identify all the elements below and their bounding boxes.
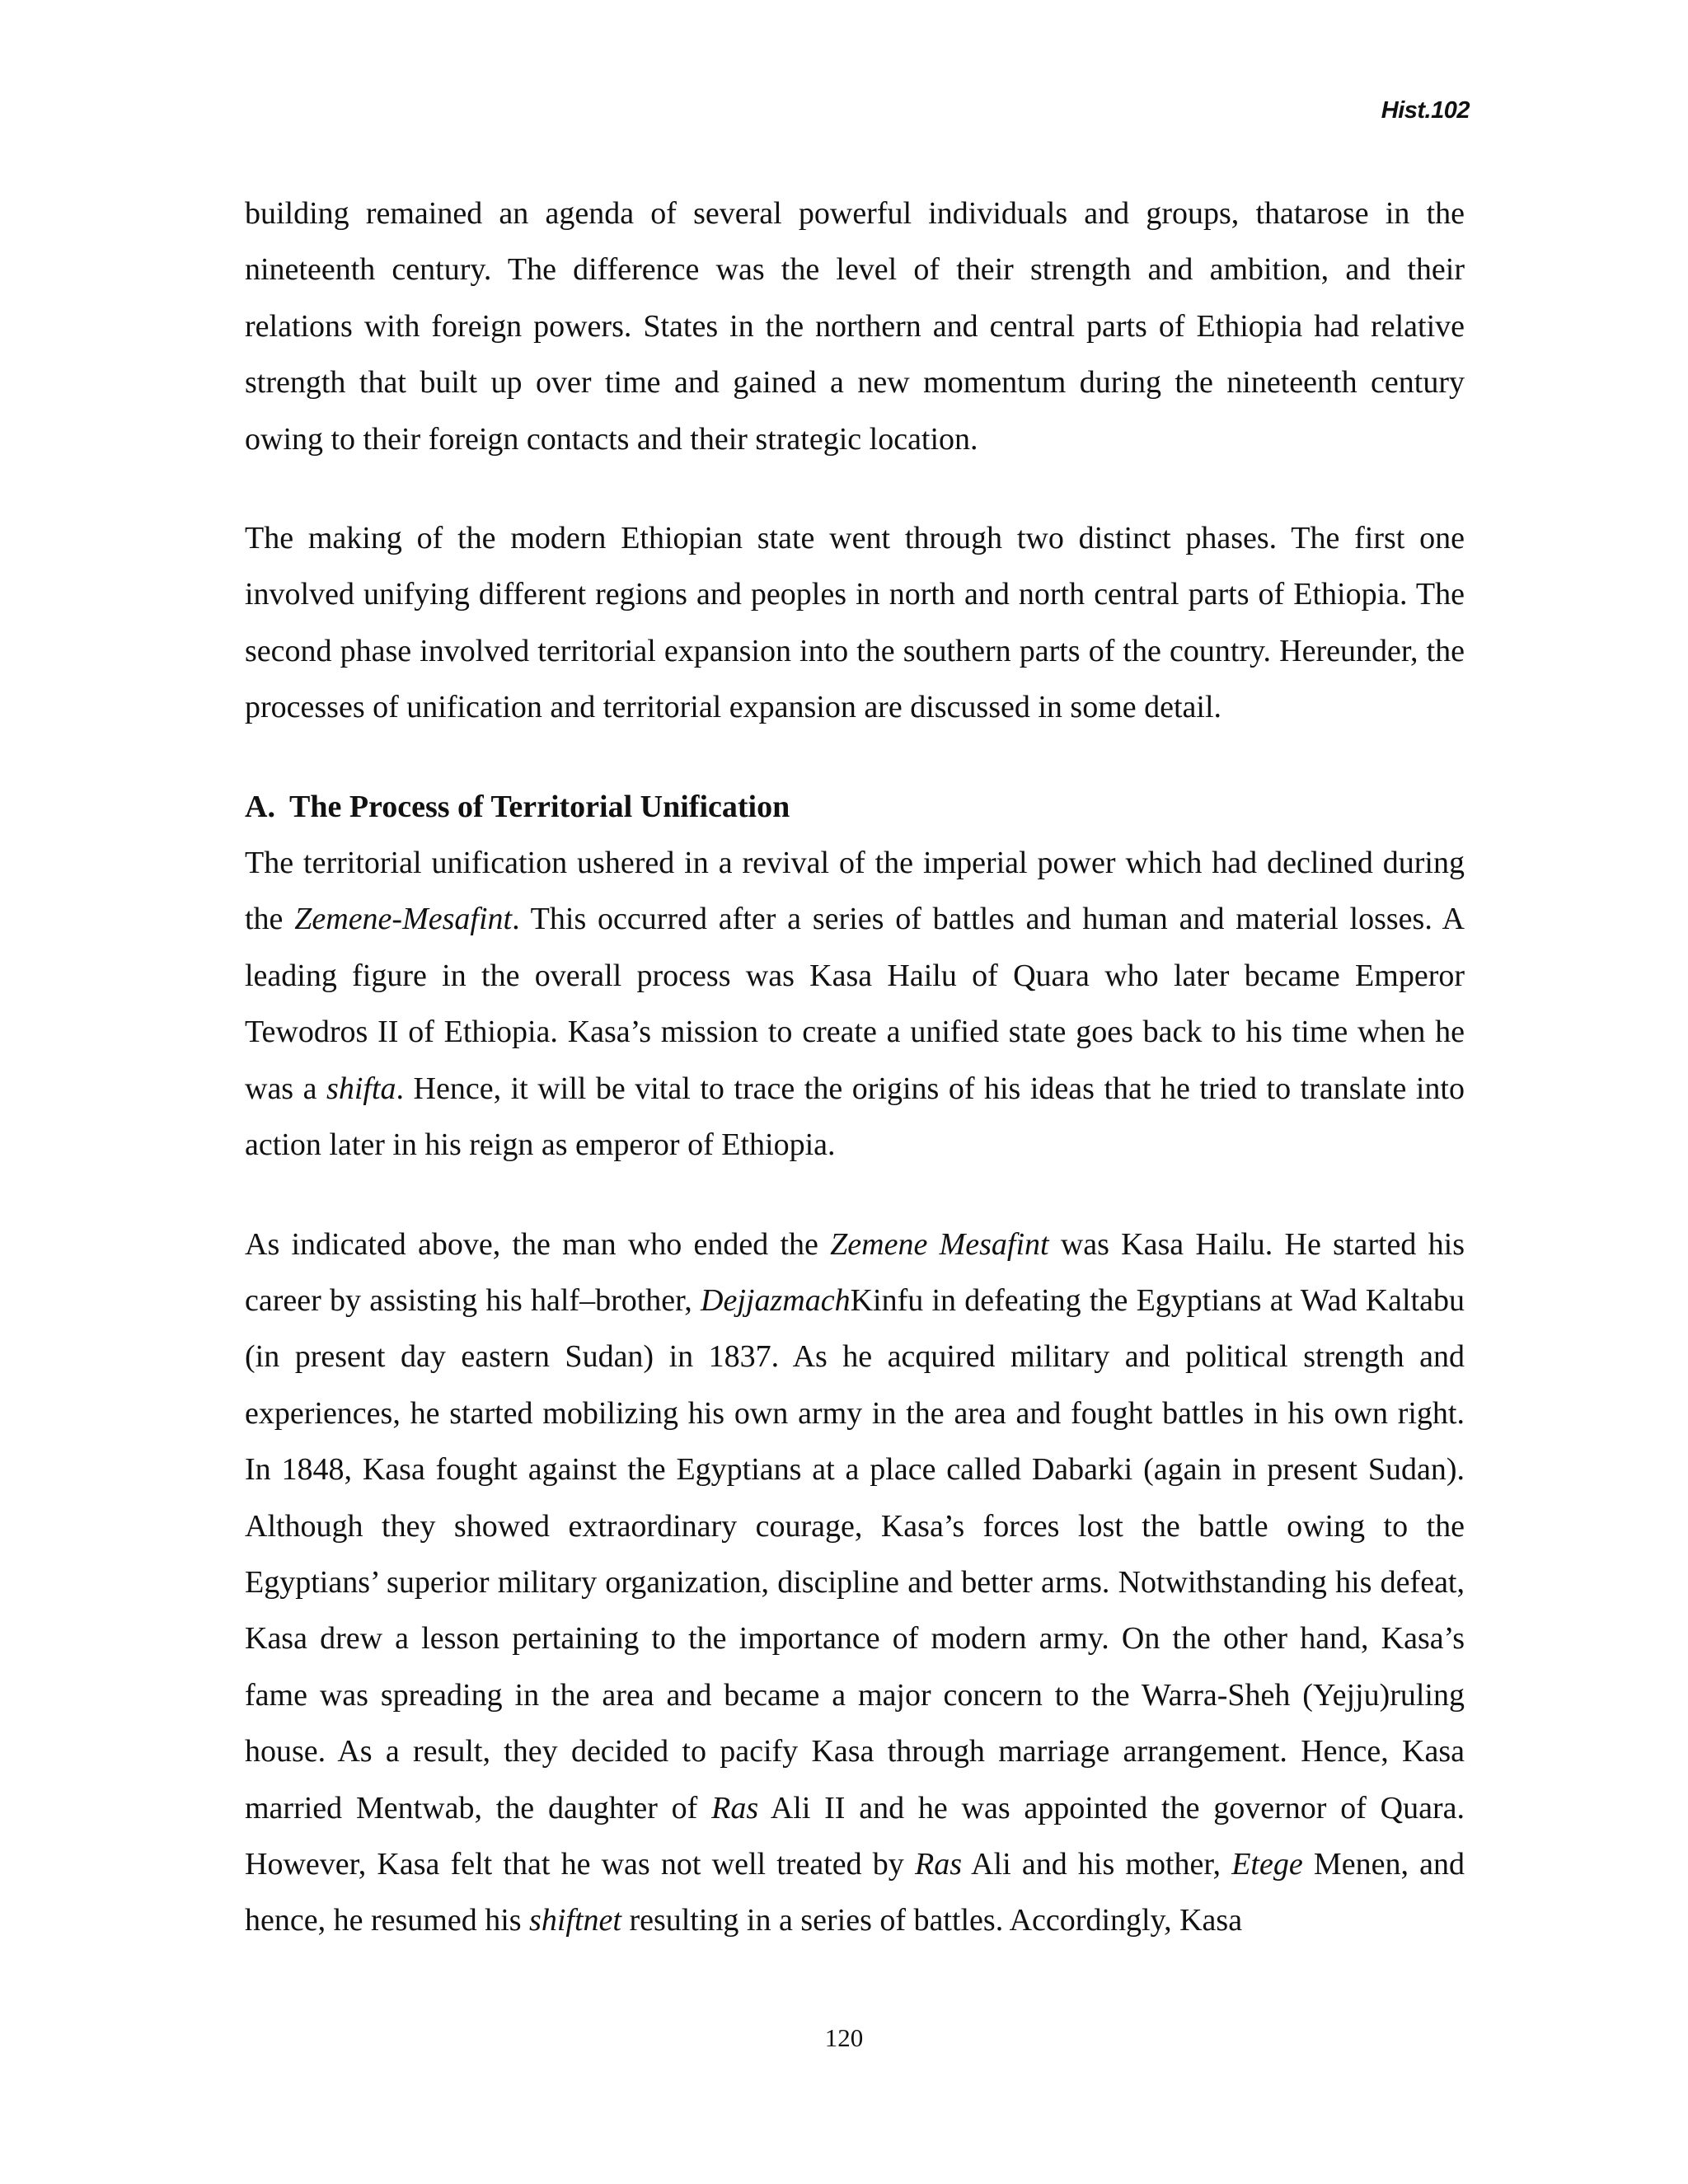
text-run: resulting in a series of battles. Accordingly, Kasa <box>621 1903 1243 1938</box>
page-number: 120 <box>824 2023 864 2052</box>
page-body <box>245 185 1465 1949</box>
text-run: Kinfu in defeating the Egyptians at Wad Kaltabu (in present day eastern Sudan) in 1837. As he acquired military and political strength and experiences, he started mobilizing his own army in the area and fought battles in his own right. In 1848, Kasa fought against the Egyptians at a place called Dabarki (again in present Sudan). Although they showed extraordinary courage, Kasa’s forces lost the battle owing to the Egyptians’ superior military organization, discipline and better arms. Notwithstanding his defeat, Kasa drew a lesson pertaining to the importance of modern army. On the other hand, Kasa’s fame was spreading in the area and became a major concern to the Warra-Sheh (Yejju)ruling house. As a result, they decided to pacify Kasa through marriage arrangement. Hence, Kasa married Mentwab, the daughter of <box>245 1282 1465 1825</box>
paragraph-kasa-hailu <box>245 1216 1465 1949</box>
running-header: Hist.102 <box>1381 97 1470 124</box>
italic-term: shiftnet <box>529 1903 621 1938</box>
text-run: Menen, and hence, he resumed his <box>245 1846 1465 1938</box>
italic-term: Zemene Mesafint <box>830 1226 1049 1262</box>
text-run: As indicated above, the man who ended the <box>245 1226 831 1262</box>
text-run: . Hence, it will be vital to trace the origins of his ideas that he tried to translate into action later in his reign as emperor of Ethiopia. <box>245 1071 1465 1163</box>
italic-term: Dejjazmach <box>701 1282 851 1318</box>
section-marker: A. <box>245 789 275 824</box>
text-run: was Kasa Hailu. He started his career by assisting his half–brother, <box>245 1226 1465 1318</box>
section-title: The Process of Territorial Unification <box>289 789 790 824</box>
paragraph-unification <box>245 835 1465 1173</box>
text-run: . This occurred after a series of battles and human and material losses. A leading figure in the overall process was Kasa Hailu of Quara who later became Emperor Tewodros II of Ethiopia. Kasa’s mission to create a unified state goes back to his time when he was a <box>245 902 1465 1106</box>
italic-term: shifta <box>326 1071 396 1106</box>
paragraph-two-phases: The making of the modern Ethiopian state went through two distinct phases. The first one involved unifying different regions and peoples in north and north central parts of Ethiopia. The second phase involved territorial expansion into the southern parts of the country. Hereunder, the processes of unification and territorial expansion are discussed in some detail. <box>245 521 1465 725</box>
section-heading <box>245 779 1465 835</box>
italic-term: Ras <box>915 1846 962 1882</box>
italic-term: Etege <box>1231 1846 1303 1882</box>
italic-term: Zemene-Mesafint <box>294 902 513 937</box>
text-run: Ali and his mother, <box>962 1846 1232 1882</box>
italic-term: Ras <box>711 1790 759 1825</box>
text-run: Ali II and he was appointed the governor of Quara. However, Kasa felt that he was not well treated by <box>245 1790 1465 1882</box>
paragraph-state-building: building remained an agenda of several powerful individuals and groups, thatarose in the nineteenth century. The difference was the level of their strength and ambition, and their relations with foreign powers. States in the northern and central parts of Ethiopia had relative strength that built up over time and gained a new momentum during the nineteenth century owing to their foreign contacts and their strategic location. <box>245 196 1465 457</box>
text-run: The territorial unification ushered in a revival of the imperial power which had declined during the <box>245 846 1465 937</box>
